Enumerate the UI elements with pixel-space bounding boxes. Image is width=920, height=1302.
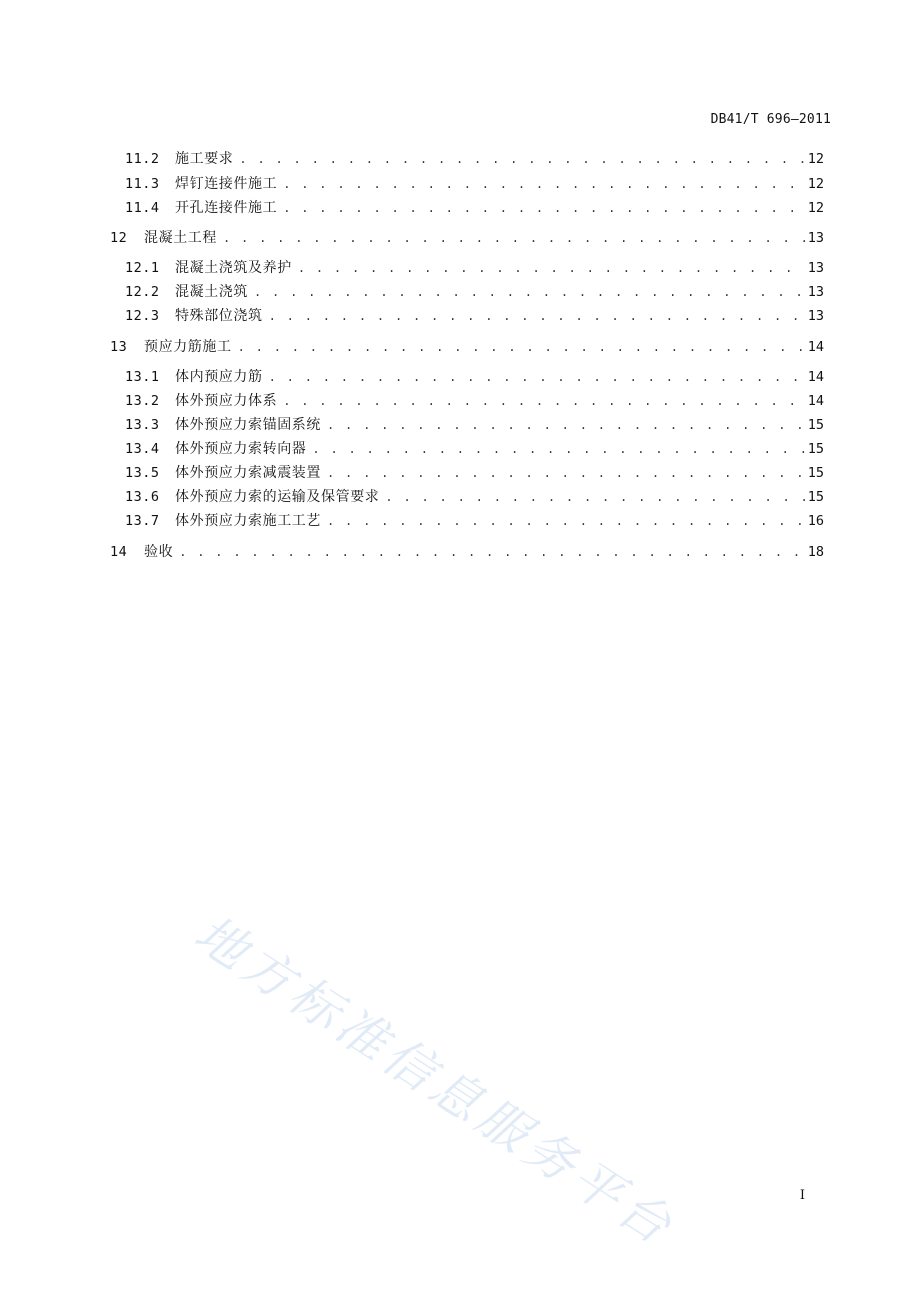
toc-dot-leader <box>281 197 806 219</box>
toc-entry-number: 12.2 <box>125 284 160 300</box>
toc-entry[interactable] <box>125 197 824 219</box>
toc-entry-number: 13.2 <box>125 393 160 409</box>
toc-dot-leader <box>325 510 806 532</box>
toc-dot-leader <box>281 390 806 412</box>
toc-entry-number: 11.2 <box>125 151 160 167</box>
toc-dot-leader <box>383 486 806 508</box>
toc-entry[interactable] <box>125 510 824 532</box>
toc-entry[interactable] <box>125 438 824 460</box>
toc-entry-number: 13.7 <box>125 513 160 529</box>
toc-entry[interactable] <box>125 173 824 195</box>
toc-entry-page: 13 <box>807 284 824 300</box>
toc-dot-leader <box>252 281 806 303</box>
toc-entry-title: 体外预应力索转向器 <box>175 441 307 457</box>
toc-dot-leader <box>236 336 806 358</box>
toc-entry[interactable] <box>125 305 824 327</box>
toc-entry[interactable] <box>125 148 824 170</box>
toc-dot-leader <box>281 173 806 195</box>
toc-entry-page: 18 <box>807 544 824 560</box>
toc-entry-page: 15 <box>807 489 824 505</box>
toc-entry[interactable] <box>110 541 824 563</box>
toc-entry-page: 12 <box>807 200 824 216</box>
toc-dot-leader <box>221 227 806 249</box>
toc-entry-number: 13.5 <box>125 465 160 481</box>
toc-entry-title: 体外预应力索减震装置 <box>175 465 321 481</box>
toc-dot-leader <box>325 414 806 436</box>
toc-entry-number: 13 <box>110 339 128 355</box>
toc-dot-leader <box>267 366 806 388</box>
toc-entry[interactable] <box>110 336 824 358</box>
toc-entry-title: 施工要求 <box>175 151 234 167</box>
toc-entry-page: 16 <box>807 513 824 529</box>
toc-dot-leader <box>237 148 806 170</box>
toc-entry-page: 14 <box>807 339 824 355</box>
toc-entry-title: 体外预应力体系 <box>175 393 278 409</box>
toc-entry-number: 13.4 <box>125 441 160 457</box>
toc-entry-number: 13.3 <box>125 417 160 433</box>
toc-entry-title: 体外预应力索的运输及保管要求 <box>175 489 380 505</box>
toc-entry-number: 14 <box>110 544 128 560</box>
toc-dot-leader <box>177 541 806 563</box>
toc-entry-page: 15 <box>807 417 824 433</box>
toc-entry[interactable] <box>125 486 824 508</box>
toc-entry-title: 焊钉连接件施工 <box>175 176 278 192</box>
toc-entry-page: 15 <box>807 465 824 481</box>
toc-entry[interactable] <box>125 281 824 303</box>
toc-entry-page: 13 <box>807 308 824 324</box>
toc-entry-page: 14 <box>807 369 824 385</box>
toc-entry-page: 12 <box>807 151 824 167</box>
toc-dot-leader <box>325 462 806 484</box>
watermark: 地方标准信息服务平台 <box>184 904 686 1258</box>
toc-dot-leader <box>296 257 806 279</box>
toc-entry-page: 15 <box>807 441 824 457</box>
toc-entry-title: 混凝土浇筑 <box>175 284 248 300</box>
toc-entry-page: 13 <box>807 230 824 246</box>
toc-entry-page: 14 <box>807 393 824 409</box>
toc-entry[interactable] <box>125 257 824 279</box>
toc-entry-title: 体外预应力索锚固系统 <box>175 417 321 433</box>
toc-entry-number: 12.1 <box>125 260 160 276</box>
toc-entry-title: 体内预应力筋 <box>175 369 263 385</box>
toc-entry[interactable] <box>125 366 824 388</box>
document-code: DB41/T 696—2011 <box>710 112 831 127</box>
toc-entry-number: 13.1 <box>125 369 160 385</box>
toc-entry-title: 开孔连接件施工 <box>175 200 278 216</box>
toc-entry[interactable] <box>125 462 824 484</box>
toc-entry-title: 预应力筋施工 <box>144 339 232 355</box>
toc-entry-title: 验收 <box>144 544 174 560</box>
toc-entry-page: 13 <box>807 260 824 276</box>
toc-entry-title: 混凝土工程 <box>144 230 217 246</box>
toc-entry-title: 特殊部位浇筑 <box>175 308 263 324</box>
toc-entry-number: 13.6 <box>125 489 160 505</box>
page-number: I <box>799 1188 805 1203</box>
toc-entry-page: 12 <box>807 176 824 192</box>
toc-entry-number: 11.3 <box>125 176 160 192</box>
toc-entry-number: 12 <box>110 230 128 246</box>
toc-entry-title: 混凝土浇筑及养护 <box>175 260 292 276</box>
toc-entry-number: 12.3 <box>125 308 160 324</box>
toc-entry-title: 体外预应力索施工工艺 <box>175 513 321 529</box>
toc-entry[interactable] <box>110 227 824 249</box>
toc-entry[interactable] <box>125 414 824 436</box>
toc-entry[interactable] <box>125 390 824 412</box>
toc-dot-leader <box>267 305 806 327</box>
toc-dot-leader <box>310 438 806 460</box>
toc-entry-number: 11.4 <box>125 200 160 216</box>
